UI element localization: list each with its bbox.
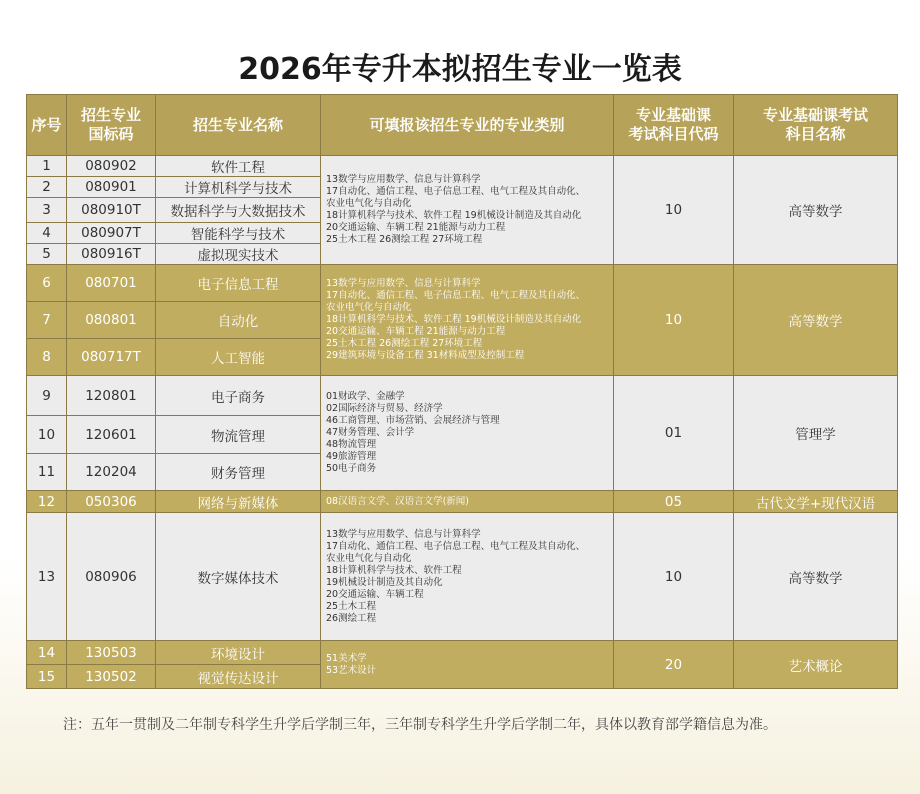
row-major-code: 080907T <box>67 223 156 244</box>
row-exam-code: 10 <box>614 265 734 376</box>
header-exam-code-line1: 专业基础课 <box>635 106 711 124</box>
row-exam-name: 高等数学 <box>734 156 898 265</box>
row-major-name: 虚拟现实技术 <box>156 244 321 265</box>
category-line: 25土木工程 26测绘工程 27环境工程 <box>326 338 483 349</box>
category-line: 01财政学、金融学 <box>326 391 405 402</box>
category-line: 47财务管理、会计学 <box>326 427 415 438</box>
row-exam-code: 01 <box>614 376 734 491</box>
page-title: 2026年专升本拟招生专业一览表 <box>238 52 682 87</box>
row-seq: 14 <box>27 641 67 665</box>
row-exam-code: 10 <box>614 513 734 641</box>
row-seq: 12 <box>27 491 67 513</box>
row-major-code: 120204 <box>67 454 156 491</box>
row-major-name: 计算机科学与技术 <box>156 177 321 198</box>
row-seq: 5 <box>27 244 67 265</box>
row-major-name: 财务管理 <box>156 454 321 491</box>
row-categories <box>321 265 614 376</box>
row-major-name: 视觉传达设计 <box>156 665 321 689</box>
row-major-code: 080906 <box>67 513 156 641</box>
row-major-name: 自动化 <box>156 302 321 339</box>
row-major-name: 数字媒体技术 <box>156 513 321 641</box>
header-categories: 可填报该招生专业的专业类别 <box>321 95 614 156</box>
row-major-code: 080916T <box>67 244 156 265</box>
row-categories <box>321 376 614 491</box>
row-major-code: 120801 <box>67 376 156 416</box>
category-line: 19机械设计制造及其自动化 <box>326 576 443 588</box>
row-major-code: 080902 <box>67 156 156 177</box>
row-seq: 8 <box>27 339 67 376</box>
row-exam-name: 管理学 <box>734 376 898 491</box>
category-line: 50电子商务 <box>326 463 377 474</box>
header-major-code <box>67 95 156 156</box>
category-line: 17自动化、通信工程、电子信息工程、电气工程及其自动化、 <box>326 290 586 301</box>
header-exam-name-line1: 专业基础课考试 <box>762 106 868 124</box>
category-line: 农业电气化与自动化 <box>326 552 412 564</box>
category-line: 51美术学 <box>326 652 367 664</box>
row-seq: 10 <box>27 416 67 454</box>
row-categories <box>321 156 614 265</box>
row-major-code: 080910T <box>67 198 156 223</box>
category-line: 17自动化、通信工程、电子信息工程、电气工程及其自动化、 <box>326 540 586 552</box>
header-exam-code <box>614 95 734 156</box>
row-major-name: 环境设计 <box>156 641 321 665</box>
header-exam-code-line2: 考试科目代码 <box>628 125 719 143</box>
row-exam-code: 10 <box>614 156 734 265</box>
row-major-code: 130502 <box>67 665 156 689</box>
row-exam-name: 高等数学 <box>734 513 898 641</box>
row-exam-code: 20 <box>614 641 734 689</box>
table-row <box>27 376 898 416</box>
row-exam-name: 古代文学+现代汉语 <box>734 491 898 513</box>
category-line: 49旅游管理 <box>326 451 377 462</box>
category-line: 25土木工程 <box>326 600 377 612</box>
category-line: 20交通运输、车辆工程 21能源与动力工程 <box>326 222 506 233</box>
category-line: 46工商管理、市场营销、会展经济与管理 <box>326 415 500 426</box>
header-major-code-line1: 招生专业 <box>80 106 141 124</box>
header-major-name: 招生专业名称 <box>156 95 321 156</box>
category-line: 20交通运输、车辆工程 <box>326 588 424 600</box>
category-line: 13数学与应用数学、信息与计算科学 <box>326 278 481 289</box>
table-row <box>27 265 898 302</box>
row-major-name: 数据科学与大数据技术 <box>156 198 321 223</box>
row-exam-code: 05 <box>614 491 734 513</box>
table-row <box>27 156 898 177</box>
row-major-code: 080901 <box>67 177 156 198</box>
row-major-name: 软件工程 <box>156 156 321 177</box>
category-line: 农业电气化与自动化 <box>326 198 412 209</box>
category-line: 18计算机科学与技术、软件工程 19机械设计制造及其自动化 <box>326 314 582 325</box>
category-line: 02国际经济与贸易、经济学 <box>326 403 443 414</box>
category-line: 29建筑环境与设备工程 31材料成型及控制工程 <box>326 350 525 361</box>
row-major-code: 080717T <box>67 339 156 376</box>
category-line: 20交通运输、车辆工程 21能源与动力工程 <box>326 326 506 337</box>
row-major-name: 智能科学与技术 <box>156 223 321 244</box>
row-categories <box>321 491 614 513</box>
table-row <box>27 641 898 665</box>
row-major-code: 080801 <box>67 302 156 339</box>
header-major-code-line2: 国标码 <box>88 125 134 143</box>
row-categories <box>321 513 614 641</box>
category-line: 08汉语言文学、汉语言文学(新闻) <box>326 495 470 507</box>
row-major-code: 130503 <box>67 641 156 665</box>
row-major-name: 网络与新媒体 <box>156 491 321 513</box>
row-seq: 4 <box>27 223 67 244</box>
category-line: 48物流管理 <box>326 439 377 450</box>
category-line: 13数学与应用数学、信息与计算科学 <box>326 528 481 540</box>
row-major-name: 人工智能 <box>156 339 321 376</box>
row-exam-name: 艺术概论 <box>734 641 898 689</box>
category-line: 13数学与应用数学、信息与计算科学 <box>326 174 481 185</box>
category-line: 26测绘工程 <box>326 612 377 624</box>
header-exam-name-line2: 科目名称 <box>785 125 846 143</box>
table-row <box>27 491 898 513</box>
row-seq: 11 <box>27 454 67 491</box>
row-seq: 3 <box>27 198 67 223</box>
category-line: 25土木工程 26测绘工程 27环境工程 <box>326 234 483 245</box>
footnote: 注：五年一贯制及二年制专科学生升学后学制三年，三年制专科学生升学后学制二年，具体以教育部学籍信息为准。 <box>63 717 777 733</box>
row-seq: 9 <box>27 376 67 416</box>
row-seq: 13 <box>27 513 67 641</box>
category-line: 17自动化、通信工程、电子信息工程、电气工程及其自动化、 <box>326 186 586 197</box>
row-seq: 6 <box>27 265 67 302</box>
header-exam-name <box>734 95 898 156</box>
row-major-name: 物流管理 <box>156 416 321 454</box>
category-line: 18计算机科学与技术、软件工程 <box>326 564 462 576</box>
category-line: 53艺术设计 <box>326 664 377 676</box>
row-seq: 15 <box>27 665 67 689</box>
row-seq: 7 <box>27 302 67 339</box>
table-header-row <box>27 95 898 156</box>
header-seq: 序号 <box>27 95 67 156</box>
table-body <box>27 156 898 689</box>
row-major-code: 050306 <box>67 491 156 513</box>
row-major-code: 080701 <box>67 265 156 302</box>
row-exam-name: 高等数学 <box>734 265 898 376</box>
row-categories <box>321 641 614 689</box>
row-seq: 2 <box>27 177 67 198</box>
category-line: 18计算机科学与技术、软件工程 19机械设计制造及其自动化 <box>326 210 582 221</box>
row-seq: 1 <box>27 156 67 177</box>
row-major-name: 电子信息工程 <box>156 265 321 302</box>
row-major-code: 120601 <box>67 416 156 454</box>
row-major-name: 电子商务 <box>156 376 321 416</box>
table-row <box>27 513 898 641</box>
category-line: 农业电气化与自动化 <box>326 302 412 313</box>
majors-table <box>26 94 898 689</box>
